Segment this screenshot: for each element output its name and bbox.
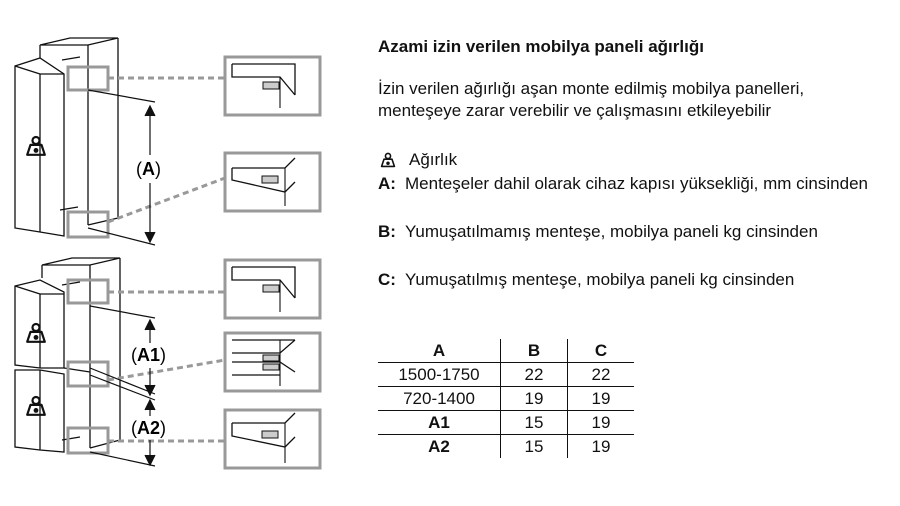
hinge-box-top-1 — [68, 67, 108, 90]
table-header-row — [378, 339, 634, 363]
detail-box-top-2 — [225, 153, 320, 211]
label-a2: (A2) — [131, 418, 167, 438]
weight-table — [378, 339, 634, 458]
table-cell: A1 — [378, 411, 501, 435]
table-cell: 22 — [568, 363, 635, 387]
detail-box-bottom-2 — [225, 333, 320, 391]
legend-key: A: — [378, 174, 396, 193]
table-row — [378, 411, 634, 435]
table-cell: 22 — [501, 363, 568, 387]
label-a1: (A1) — [131, 345, 167, 365]
page-title: Azami izin verilen mobilya paneli ağırlığı — [378, 37, 704, 56]
table-row — [378, 435, 634, 459]
hinge-box-bottom-3 — [68, 428, 108, 453]
detail-box-bottom-3 — [225, 410, 320, 468]
table-cell: 19 — [501, 387, 568, 411]
table-header: A — [378, 339, 501, 363]
table-cell: A2 — [378, 435, 501, 459]
legend-text: Yumuşatılmamış menteşe, mobilya paneli kg cinsinden — [405, 222, 818, 241]
table-cell: 19 — [568, 387, 635, 411]
legend-text: Ağırlık — [409, 150, 458, 169]
table-row — [378, 387, 634, 411]
table-cell: 19 — [568, 435, 635, 459]
label-a: (A) — [136, 159, 161, 179]
table-header: B — [501, 339, 568, 363]
installation-diagram — [0, 0, 372, 506]
table-cell: 720-1400 — [378, 387, 501, 411]
table-cell: 1500-1750 — [398, 364, 480, 384]
legend-key: B: — [378, 222, 396, 241]
table-cell: 15 — [501, 411, 568, 435]
legend-key: C: — [378, 270, 396, 289]
table-row — [378, 363, 634, 387]
detail-box-bottom-1 — [225, 260, 320, 318]
table-cell: 15 — [501, 435, 568, 459]
weight-icon — [380, 152, 396, 168]
table-header: C — [568, 339, 635, 363]
legend-text: Yumuşatılmış menteşe, mobilya paneli kg cinsinden — [405, 270, 795, 289]
hinge-box-bottom-2 — [68, 362, 108, 386]
legend-text: Menteşeler dahil olarak cihaz kapısı yüksekliği, mm cinsinden — [405, 174, 868, 193]
intro-paragraph: İzin verilen ağırlığı aşan monte edilmiş mobilya panelleri, menteşeye zarar verebilir ve çalışmasını etkileyebilir — [378, 79, 805, 120]
table-cell: 19 — [568, 411, 635, 435]
detail-box-top-1 — [225, 57, 320, 115]
